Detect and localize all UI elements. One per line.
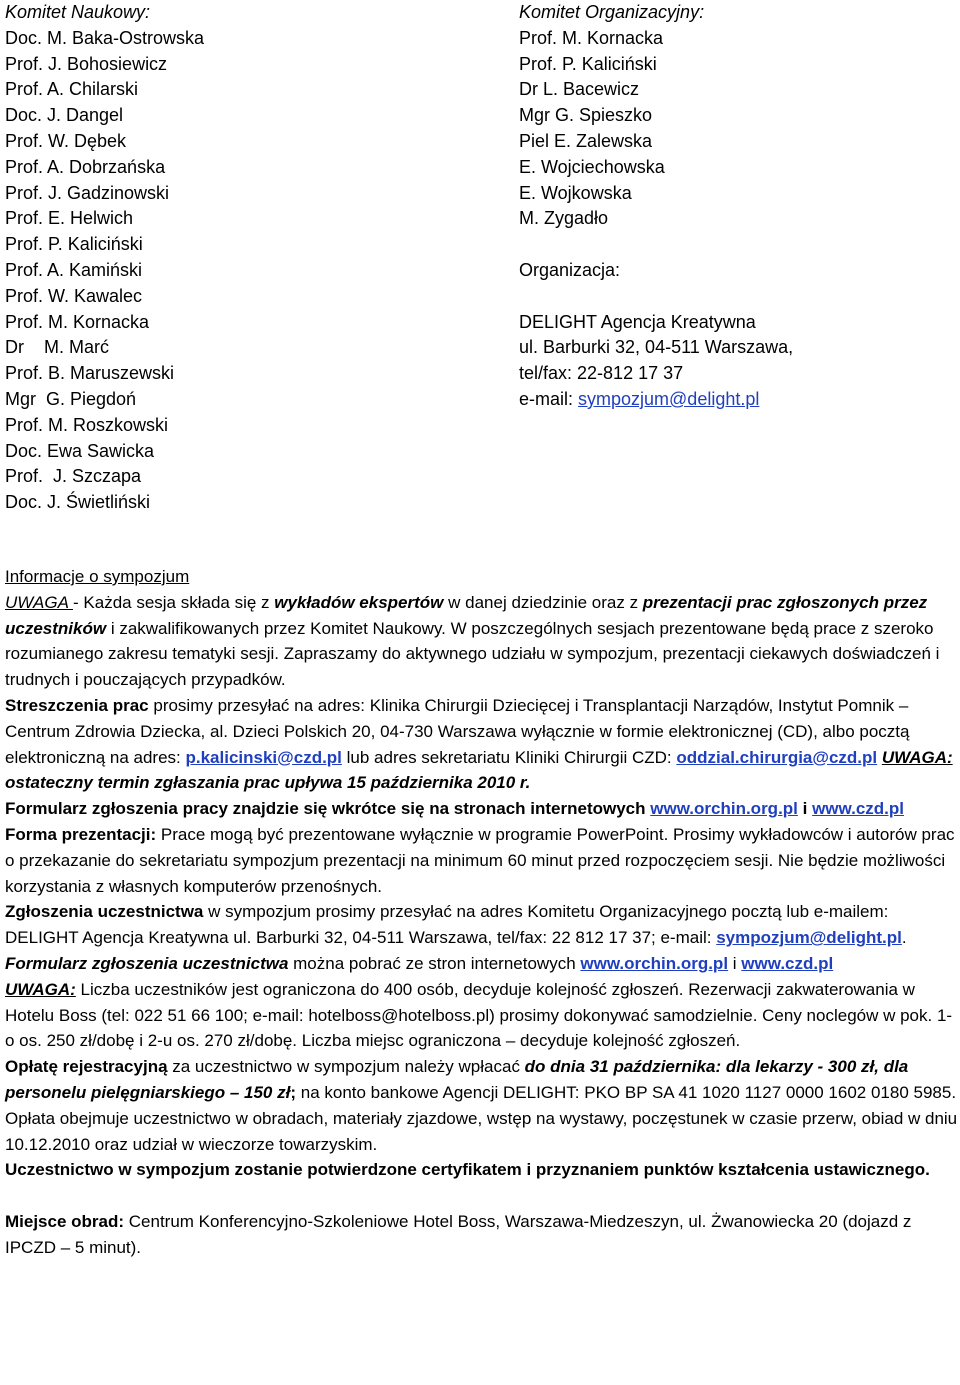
text: - Każda sesja składa się z bbox=[73, 592, 275, 612]
scientific-committee-member: Prof. J. Gadzinowski bbox=[5, 182, 170, 203]
organizing-committee bbox=[519, 0, 954, 413]
organization-telfax: tel/fax: 22-812 17 37 bbox=[519, 363, 684, 384]
organizing-committee-member: Piel E. Zalewska bbox=[519, 130, 653, 151]
text-bold: Formularz zgłoszenia pracy znajdzie się wkrótce się na stronach internetowych bbox=[5, 799, 651, 819]
email-link-sympozjum[interactable]: sympozjum@delight.pl bbox=[716, 928, 902, 948]
organization-email-label: e-mail: bbox=[519, 388, 579, 409]
organizing-committee-list bbox=[519, 26, 954, 232]
scientific-committee-member: Prof. A. Dobrzańska bbox=[5, 156, 166, 177]
info-paragraph-form bbox=[5, 796, 960, 822]
scientific-committee-title: Komitet Naukowy: bbox=[5, 2, 151, 22]
info-paragraph-registration bbox=[5, 899, 960, 976]
scientific-committee-member: Prof. J. Szczapa bbox=[5, 466, 142, 487]
text: na konto bankowe Agencji DELIGHT: PKO BP SA 41 1020 1127 0000 1602 0180 5985. Opłata obejmuje uczestnictwo w obradach, materiały zjazdowe, wstęp na wystawy, poczęstunek w czasie przerw, obiad w dniu 10.12.2010 oraz udział w wieczorze towarzyskim. bbox=[5, 1082, 958, 1154]
info-paragraph-venue bbox=[5, 1209, 960, 1261]
text-bold: Forma prezentacji: bbox=[5, 824, 157, 844]
text: i bbox=[728, 953, 742, 973]
text-bold: i bbox=[797, 799, 813, 819]
scientific-committee-member: Doc. M. Baka-Ostrowska bbox=[5, 27, 205, 48]
scientific-committee-member: Doc. J. Świetliński bbox=[5, 492, 151, 513]
text-emphasis: do dnia 31 października: dla lekarzy - 300 zł, dla personelu pielęgniarskiego – 150 zł bbox=[5, 1057, 909, 1102]
scientific-committee-member: Doc. J. Dangel bbox=[5, 105, 124, 126]
organizing-committee-member: Mgr G. Spieszko bbox=[519, 105, 653, 126]
text: Prace mogą być prezentowane wyłącznie w programie PowerPoint. Prosimy wykładowców i autorów prac o przekazanie do sekretariatu sympozjum prezentacji na minimum 60 minut przed rozpoczęciem sesji. Nie będzie możliwości korzystania z własnych komputerów przenośnych. bbox=[5, 824, 955, 896]
scientific-committee-member: Prof. M. Roszkowski bbox=[5, 414, 169, 435]
text: . bbox=[901, 928, 907, 948]
uwaga-label: UWAGA: bbox=[5, 979, 76, 999]
spacer bbox=[519, 284, 954, 310]
scientific-committee-member: Prof. M. Kornacka bbox=[5, 311, 150, 332]
email-link-oddzial[interactable]: oddzial.chirurgia@czd.pl bbox=[676, 747, 878, 767]
email-link-kalicinski[interactable]: p.kalicinski@czd.pl bbox=[185, 747, 342, 767]
scientific-committee-member: Doc. Ewa Sawicka bbox=[5, 440, 155, 461]
organizing-committee-title: Komitet Organizacyjny: bbox=[519, 2, 705, 22]
organizing-committee-member: M. Zygadło bbox=[519, 208, 609, 229]
text-emphasis: uczestnictwa bbox=[182, 953, 289, 973]
scientific-committee-list bbox=[5, 26, 485, 516]
text: można pobrać ze stron internetowych bbox=[288, 953, 581, 973]
scientific-committee-member: Prof. W. Dębek bbox=[5, 130, 127, 151]
scientific-committee-member: Prof. J. Bohosiewicz bbox=[5, 53, 168, 74]
text-emphasis: wykładów ekspertów bbox=[274, 592, 444, 612]
organizing-committee-member: Dr L. Bacewicz bbox=[519, 79, 640, 100]
organization-address: ul. Barburki 32, 04-511 Warszawa, bbox=[519, 337, 794, 358]
text: Liczba uczestników jest ograniczona do 400 osób, decyduje kolejność zgłoszeń. Rezerwacji zakwaterowania w Hotelu Boss (tel: 022 51 66 100; e-mail: hotelboss@hotelboss.pl) prosimy dokonywać samodzielnie. Ceny noclegów w pok. 1-o os. 250 zł/dobę i 2-u os. 270 zł/dobę. Liczba miejsc ograniczona – decyduje kolejność zgłoszeń. bbox=[5, 979, 953, 1051]
text: za uczestnictwo w sympozjum należy wpłacać bbox=[167, 1057, 525, 1077]
info-paragraph-presentation bbox=[5, 822, 960, 899]
text: lub adres sekretariatu Kliniki Chirurgii CZD: bbox=[341, 747, 677, 767]
text: prosimy przesyłać na adres: Klinika Chirurgii Dziecięcej i Transplantacji Narządów, Instytut Pomnik – Centrum Zdrowia Dziecka, al. Dzieci Polskich 20, 04-730 Warszawa wyłącznie w formie elektronicznej (CD), albo pocztą elektroniczną na adres: bbox=[5, 695, 910, 767]
organizing-committee-member: Prof. P. Kaliciński bbox=[519, 53, 657, 74]
text: w sympozjum prosimy przesyłać na adres Komitetu Organizacyjnego pocztą lub e-mailem: DELIGHT Agencja Kreatywna ul. Barburki 32, 04-511 Warszawa, tel/fax: 22 812 17 37; e-mail: bbox=[5, 902, 889, 948]
info-heading: Informacje o sympozjum bbox=[5, 567, 190, 586]
text-bold: Streszczenia prac bbox=[5, 695, 149, 715]
organization-name: DELIGHT Agencja Kreatywna bbox=[519, 311, 756, 332]
symposium-info bbox=[5, 564, 960, 1261]
info-paragraph-abstracts bbox=[5, 693, 960, 796]
scientific-committee bbox=[5, 0, 485, 516]
info-paragraph-fee bbox=[5, 1054, 960, 1157]
text-bold: Zgłoszenia uczestnictwa bbox=[5, 902, 204, 922]
organization-title: Organizacja: bbox=[519, 259, 621, 280]
scientific-committee-member: Prof. E. Helwich bbox=[5, 208, 134, 229]
deadline-text: ostateczny termin zgłaszania prac upływa 15 października 2010 r. bbox=[5, 773, 531, 793]
link-czd-2[interactable]: www.czd.pl bbox=[741, 953, 834, 973]
scientific-committee-member: Prof. A. Chilarski bbox=[5, 79, 139, 100]
text: i zakwalifikowanych przez Komitet Naukowy. W poszczególnych sesjach prezentowane będą prace z szeroko rozumianego zakresu tematyki sesji. Zapraszamy do aktywnego udziału w sympozjum, prezentacji ciekawych doświadczeń i trudnych i pouczających przypadków. bbox=[5, 618, 940, 690]
text-bold: Uczestnictwo w sympozjum zostanie potwierdzone certyfikatem i przyznaniem punktów kształcenia ustawicznego. bbox=[5, 1160, 930, 1180]
spacer bbox=[519, 232, 954, 258]
scientific-committee-member: Dr M. Marć bbox=[5, 337, 109, 358]
link-orchin-2[interactable]: www.orchin.org.pl bbox=[580, 953, 729, 973]
scientific-committee-member: Prof. B. Maruszewski bbox=[5, 363, 175, 384]
text-bold: Opłatę rejestracyjną bbox=[5, 1057, 168, 1077]
text-bold: ; bbox=[290, 1082, 297, 1102]
text-bold: Miejsce obrad: bbox=[5, 1211, 125, 1231]
link-czd[interactable]: www.czd.pl bbox=[812, 799, 905, 819]
organizing-committee-member: E. Wojciechowska bbox=[519, 156, 665, 177]
organizing-committee-member: E. Wojkowska bbox=[519, 182, 632, 203]
scientific-committee-member: Prof. P. Kaliciński bbox=[5, 234, 143, 255]
uwaga-label: UWAGA bbox=[5, 592, 74, 612]
text: Centrum Konferencyjno-Szkoleniowe Hotel Boss, Warszawa-Miedzeszyn, ul. Żwanowiecka 20 (dojazd z IPCZD – 5 minut). bbox=[5, 1211, 912, 1257]
scientific-committee-member: Mgr G. Piegdoń bbox=[5, 388, 137, 409]
info-paragraph-certificate bbox=[5, 1157, 960, 1183]
scientific-committee-member: Prof. W. Kawalec bbox=[5, 285, 143, 306]
spacer bbox=[5, 1183, 960, 1209]
info-paragraph-limits bbox=[5, 977, 960, 1054]
info-paragraph-sessions bbox=[5, 590, 960, 693]
link-orchin[interactable]: www.orchin.org.pl bbox=[650, 799, 798, 819]
text-emphasis: Formularz zgłoszenia bbox=[5, 953, 183, 973]
text: w danej dziedzinie oraz z bbox=[443, 592, 643, 612]
scientific-committee-member: Prof. A. Kamiński bbox=[5, 259, 143, 280]
organizing-committee-member: Prof. M. Kornacka bbox=[519, 27, 664, 48]
organization-email-line bbox=[519, 387, 954, 413]
text-emphasis: prezentacji prac zgłoszonych przez uczestników bbox=[5, 592, 928, 638]
uwaga-label: UWAGA: bbox=[881, 747, 953, 767]
organization-email-link[interactable]: sympozjum@delight.pl bbox=[578, 388, 760, 409]
